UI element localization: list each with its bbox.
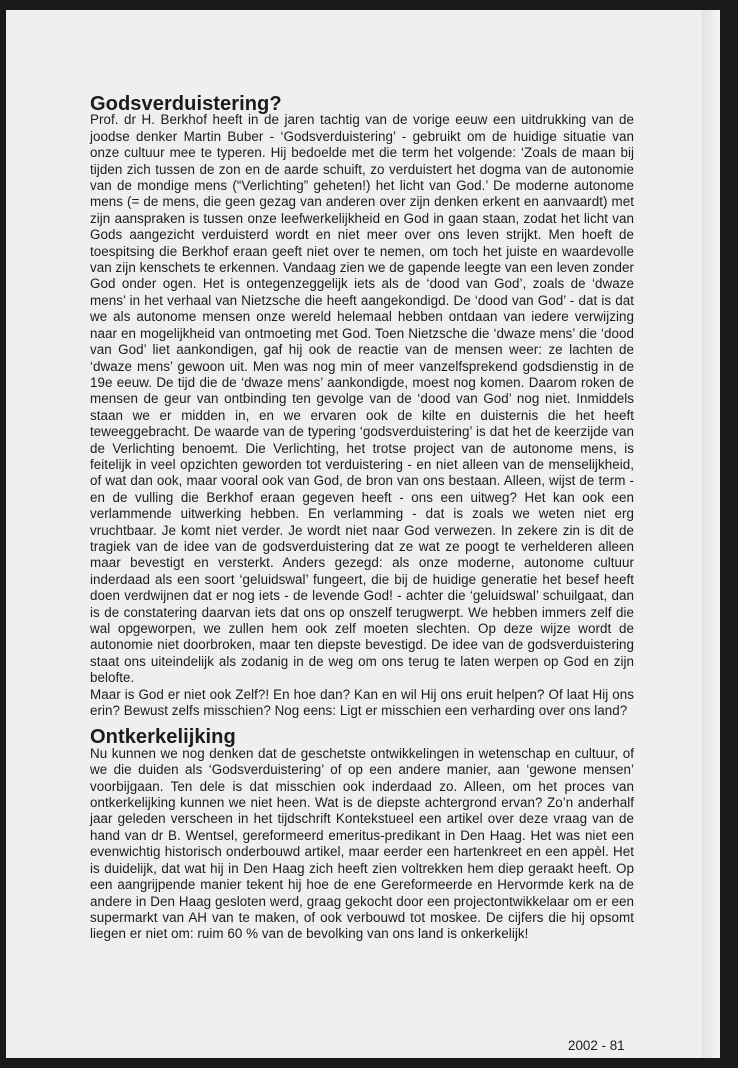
section-heading: Godsverduistering? [90, 93, 282, 115]
paragraph: Nu kunnen we nog denken dat de geschetste ontwikkelingen in wetenschap en cultuur, of we die duiden als ‘Godsverduistering’ of op een andere manier, aan ‘gewone mensen’ voorbijgaan. Ten dele is dat misschien ook inderdaad zo. Alleen, om het proces van ontkerkelijking kunnen we niet heen. Wat is de diepste achtergrond ervan? Zo’n anderhalf jaar geleden verscheen in het tijdschrift Kontekstueel een artikel over deze vraag van de hand van dr B. Wentsel, gereformeerd emeritus-predikant in Den Haag. Het was niet een evenwichtig historisch onderbouwd artikel, maar eerder een hartenkreet en een appèl. Het is duidelijk, dat wat hij in Den Haag zich heeft zien voltrekken hem diep geraakt heeft. Op een aangrijpende manier tekent hij hoe de ene Gereformeerde en Hervormde kerk na de andere in Den Haag gesloten werd, graag gekocht door een projectontwikkelaar om er een supermarkt van AH van te maken, of ook verbouwd tot moskee. De cijfers die hij opsomt liegen er niet om: ruim 60 % van de bevolking van ons land is onkerkelijk! [90, 745, 634, 942]
paragraph: Prof. dr H. Berkhof heeft in de jaren tachtig van de vorige eeuw een uitdrukking van de joodse denker Martin Buber - ‘Godsverduistering’ - gebruikt om de huidige situatie van onze cultuur mee te typeren. Hij bedoelde met die term het volgende: ‘Zoals de maan bij tijden zich tussen de zon en de aarde schuift, zo verduistert het dogma van de autonomie van de mondige mens (“Verlichting” geheten!) het licht van God.’ De moderne autonome mens (= de mens, die geen gezag van anderen over zijn denken erkent en aanvaardt) met zijn aanspraken is tussen onze leefwerkelijkheid en God in gaan staan, zodat het licht van Gods aangezicht verduisterd wordt en niet meer over ons leven strijkt. Men hoeft de toespitsing die Berkhof eraan geeft niet over te nemen, om toch het juiste en waardevolle van zijn kenschets te erkennen. Vandaag zien we de gapende leegte van een leven zonder God onder ogen. Het is ontegenzeggelijk iets als de ‘dood van God’, zoals de ‘dwaze mens’ in het verhaal van Nietzsche die heeft aangekondigd. De ‘dood van God’ - dat is dat we als autonome mensen onze wereld helemaal hebben ontdaan van iedere verwijzing naar en mogelijkheid van ontmoeting met God. Toen Nietzsche die ‘dwaze mens’ die ‘dood van God’ liet aankondigen, gaf hij ook de reactie van de mensen weer: ze lachten de ‘dwaze mens’ gewoon uit. Men was nog min of meer vanzelfsprekend godsdienstig in de 19e eeuw. De tijd die de ‘dwaze mens’ aankondigde, moest nog komen. Daarom roken de mensen de geur van ontbinding ten gevolge van de ‘dood van God’ nog niet. Inmiddels staan we er midden in, en we ervaren ook de kilte en duisternis die het heeft teweeggebracht. De waarde van de typering ‘godsverduistering’ is dat het de keerzijde van de Verlichting benoemt. Die Verlichting, het trotse project van de autonome mens, is feitelijk in veel opzichten geworden tot verduistering - en niet alleen van de menselijkheid, of wat dan ook, maar vooral ook van God, de bron van ons bestaan. Alleen, wijst de term - en de vulling die Berkhof eraan gegeven heeft - ons een uitweg? Het kan ook een verlammende uitwerking hebben. En verlamming - dat is zoals we weten niet erg vruchtbaar. Je komt niet verder. Je wordt niet naar God verwezen. In zekere zin is dit de tragiek van de idee van de godsverduistering dat ze wat ze poogt te verhelderen alleen maar bevestigt en versterkt. Anders gezegd: als onze moderne, autonome cultuur inderdaad als een soort ‘geluidswal’ fungeert, die bij de huidige generatie het besef heeft doen verdwijnen dat er nog iets - de levende God! - achter die ‘geluidswal’ schuilgaat, dan is de constatering daarvan iets dat ons op onszelf terugwerpt. We hebben immers zelf die wal opgeworpen, we zullen hem ook zelf moeten slechten. Op deze wijze wordt de autonomie niet doorbroken, maar ten diepste bevestigd. De idee van de godsverduistering staat ons uiteindelijk als zodanig in de weg om ons terug te laten werpen op God en zijn belofte. [90, 112, 634, 686]
document-page [6, 10, 720, 1058]
article-body [90, 93, 634, 943]
section-heading: Ontkerkelijking [90, 726, 236, 749]
page-number: 2002 - 81 [568, 1038, 625, 1053]
page-edge-shadow [702, 10, 720, 1058]
paragraph: Maar is God er niet ook Zelf?! En hoe dan? Kan en wil Hij ons eruit helpen? Of laat Hij ons erin? Bewust zelfs misschien? Nog eens: Ligt er misschien een verharding over ons land? [90, 686, 634, 719]
